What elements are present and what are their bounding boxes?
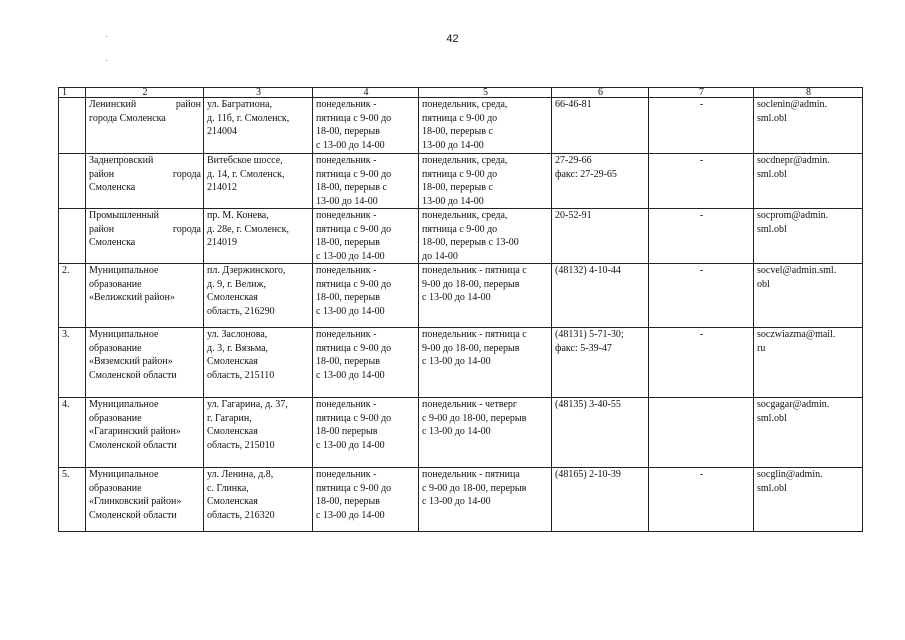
cell-line: 18-00 перерыв — [316, 426, 378, 437]
phone-number — [552, 98, 649, 154]
cell-line: 9-00 до 18-00, перерыв — [422, 342, 520, 354]
cell-line: ru — [757, 342, 766, 354]
district-name — [86, 398, 204, 468]
cell-line: г. Гагарин, — [207, 412, 252, 424]
row-number — [59, 209, 86, 264]
cell-line: Смоленская — [207, 356, 258, 367]
reception-hours — [313, 154, 419, 209]
cell-line: (48131) 5-71-30; — [555, 329, 624, 340]
cell-line: obl — [757, 278, 770, 290]
cell-line: 18-00, перерыв — [316, 356, 380, 367]
column-number: 2 — [86, 88, 204, 98]
cell-line: пятница с 9-00 до — [316, 412, 392, 424]
column-7-value — [649, 398, 754, 468]
justified-line — [89, 98, 201, 112]
row-number: 2. — [59, 264, 86, 328]
scan-speck — [106, 36, 107, 37]
district-name — [86, 264, 204, 328]
row-number — [59, 154, 86, 209]
cell-line: факс: 5-39-47 — [555, 342, 612, 354]
column-number: 6 — [552, 88, 649, 98]
cell-line: sml.obl — [757, 112, 787, 124]
cell-line: 214012 — [207, 182, 237, 193]
column-7-value: - — [649, 98, 754, 154]
address — [204, 328, 313, 398]
cell-line: с 13-00 до 14-00 — [316, 509, 385, 521]
cell-line: с 13-00 до 14-00 — [316, 305, 385, 317]
column-number: 3 — [204, 88, 313, 98]
address — [204, 264, 313, 328]
word: города — [172, 168, 201, 180]
cell-line: пятница с 9-00 до — [316, 342, 392, 354]
cell-line: Смоленская — [207, 496, 258, 507]
address — [204, 209, 313, 264]
cell-line: пятница с 9-00 до — [316, 482, 392, 494]
cell-line: 20-52-91 — [555, 210, 592, 221]
cell-line: 18-00, перерыв с 13-00 — [422, 237, 519, 248]
phone-number — [552, 209, 649, 264]
cell-line: образование — [89, 412, 142, 424]
scan-speck — [106, 60, 107, 61]
cell-line: факс: 27-29-65 — [555, 168, 617, 180]
cell-line: понедельник - пятница с — [422, 329, 527, 340]
cell-line: понедельник - — [316, 155, 377, 166]
row-number — [59, 98, 86, 154]
address — [204, 98, 313, 154]
cell-line: (48165) 2-10-39 — [555, 469, 621, 480]
reception-hours — [313, 468, 419, 532]
cell-line: «Вяземский район» — [89, 356, 173, 367]
cell-line: пятница с 9-00 до — [316, 278, 392, 290]
row-number: 5. — [59, 468, 86, 532]
cell-line: с 13-00 до 14-00 — [422, 426, 491, 437]
cell-line: понедельник - пятница — [422, 469, 520, 480]
word: район — [175, 99, 201, 110]
cell-line: образование — [89, 278, 142, 290]
cell-line: понедельник, среда, — [422, 99, 508, 110]
cell-line: Смоленской области — [89, 509, 177, 521]
cell-line: ул. Заслонова, — [207, 329, 268, 340]
table-row — [59, 398, 863, 468]
column-number: 7 — [649, 88, 754, 98]
working-hours — [419, 98, 552, 154]
cell-line: Смоленская — [207, 292, 258, 303]
cell-line: понедельник - — [316, 210, 377, 221]
cell-line: д. 28е, г. Смоленск, — [207, 223, 289, 235]
cell-line: ул. Ленина, д.8, — [207, 469, 274, 480]
cell-line: д. 11б, г. Смоленск, — [207, 112, 290, 124]
cell-line: 18-00, перерыв — [316, 237, 380, 248]
cell-line: Смоленская — [207, 426, 258, 437]
cell-line: понедельник - четверг — [422, 399, 518, 410]
phone-number — [552, 328, 649, 398]
phone-number — [552, 154, 649, 209]
cell-line: д. 9, г. Велиж, — [207, 278, 266, 290]
address — [204, 398, 313, 468]
working-hours — [419, 154, 552, 209]
cell-line: 66-46-81 — [555, 99, 592, 110]
email-address — [754, 154, 863, 209]
page-number: 42 — [446, 33, 459, 45]
district-name — [86, 328, 204, 398]
cell-line: Витебское шоссе, — [207, 155, 283, 166]
cell-line: образование — [89, 342, 142, 354]
column-number: 8 — [754, 88, 863, 98]
cell-line: понедельник, среда, — [422, 210, 508, 221]
cell-line: socdnepr@admin. — [757, 155, 830, 166]
cell-line: с 13-00 до 14-00 — [422, 496, 491, 507]
justified-line — [89, 168, 201, 182]
cell-line: образование — [89, 482, 142, 494]
cell-line: понедельник - — [316, 265, 377, 276]
cell-line: 18-00, перерыв с — [316, 182, 387, 193]
cell-line: Заднепровский — [89, 155, 154, 166]
cell-line: 18-00, перерыв с — [422, 182, 493, 193]
cell-line: 18-00, перерыв — [316, 126, 380, 137]
word: Ленинский — [89, 99, 137, 110]
table-row — [59, 264, 863, 328]
reception-hours — [313, 209, 419, 264]
cell-line: с. Глинка, — [207, 482, 249, 494]
cell-line: Смоленской области — [89, 369, 177, 381]
cell-line: область, 215010 — [207, 439, 275, 451]
column-7-value: - — [649, 328, 754, 398]
contacts-table — [58, 87, 863, 532]
cell-line: с 9-00 до 18-00, перерыв — [422, 412, 527, 424]
cell-line: sml.obl — [757, 168, 787, 180]
cell-line: Муниципальное — [89, 329, 159, 340]
cell-line: 27-29-66 — [555, 155, 592, 166]
cell-line: область, 216320 — [207, 509, 275, 521]
cell-line: sml.obl — [757, 223, 787, 235]
row-number: 3. — [59, 328, 86, 398]
cell-line: soczwiazma@mail. — [757, 329, 836, 340]
column-number: 5 — [419, 88, 552, 98]
cell-line: с 13-00 до 14-00 — [316, 250, 385, 262]
cell-line: sml.obl — [757, 412, 787, 424]
cell-line: с 13-00 до 14-00 — [422, 292, 491, 303]
table-row — [59, 154, 863, 209]
table-row — [59, 209, 863, 264]
cell-line: Муниципальное — [89, 399, 159, 410]
cell-line: ул. Гагарина, д. 37, — [207, 399, 288, 410]
word: города — [172, 223, 201, 235]
column-7-value: - — [649, 468, 754, 532]
district-name — [86, 209, 204, 264]
district-name — [86, 154, 204, 209]
cell-line: Смоленской области — [89, 439, 177, 451]
word: район — [89, 168, 115, 180]
working-hours — [419, 398, 552, 468]
row-number: 4. — [59, 398, 86, 468]
cell-line: область, 216290 — [207, 305, 275, 317]
cell-line: socvel@admin.sml. — [757, 265, 837, 276]
cell-line: понедельник - — [316, 99, 377, 110]
cell-line: 9-00 до 18-00, перерыв — [422, 278, 520, 290]
cell-line: socglin@admin. — [757, 469, 823, 480]
district-name — [86, 98, 204, 154]
cell-line: пятница с 9-00 до — [422, 223, 498, 235]
working-hours — [419, 264, 552, 328]
cell-line: пятница с 9-00 до — [422, 168, 498, 180]
cell-line: понедельник - пятница с — [422, 265, 527, 276]
cell-line: с 13-00 до 14-00 — [316, 439, 385, 451]
cell-line: д. 14, г. Смоленск, — [207, 168, 285, 180]
cell-line: socprom@admin. — [757, 210, 829, 221]
address — [204, 468, 313, 532]
working-hours — [419, 209, 552, 264]
cell-line: «Глинковский район» — [89, 496, 182, 507]
cell-line: 13-00 до 14-00 — [316, 195, 378, 207]
email-address — [754, 209, 863, 264]
cell-line: «Гагаринский район» — [89, 426, 181, 437]
cell-line: Промышленный — [89, 210, 159, 221]
cell-line: 18-00, перерыв — [316, 496, 380, 507]
cell-line: Смоленска — [89, 182, 136, 193]
table-row — [59, 468, 863, 532]
working-hours — [419, 468, 552, 532]
column-7-value: - — [649, 209, 754, 264]
address — [204, 154, 313, 209]
cell-line: д. 3, г. Вязьма, — [207, 342, 269, 354]
district-name — [86, 468, 204, 532]
cell-line: пятница с 9-00 до — [316, 112, 392, 124]
table-row — [59, 328, 863, 398]
cell-line: socgagar@admin. — [757, 399, 830, 410]
table-body — [59, 98, 863, 532]
cell-line: ул. Багратиона, — [207, 99, 273, 110]
phone-number — [552, 398, 649, 468]
cell-line: «Велижский район» — [89, 292, 175, 303]
column-number: 4 — [313, 88, 419, 98]
cell-line: пл. Дзержинского, — [207, 265, 286, 276]
cell-line: soclenin@admin. — [757, 99, 828, 110]
cell-line: понедельник - — [316, 469, 377, 480]
cell-line: 214019 — [207, 237, 237, 248]
column-number: 1 — [59, 88, 86, 98]
table-row — [59, 98, 863, 154]
word: район — [89, 223, 115, 235]
cell-line: пятница с 9-00 до — [316, 223, 392, 235]
cell-line: 18-00, перерыв с — [422, 126, 493, 137]
cell-line: пр. М. Конева, — [207, 210, 269, 221]
email-address — [754, 98, 863, 154]
reception-hours — [313, 328, 419, 398]
phone-number — [552, 264, 649, 328]
email-address — [754, 264, 863, 328]
cell-line: города Смоленска — [89, 112, 166, 124]
working-hours — [419, 328, 552, 398]
cell-line: понедельник - — [316, 329, 377, 340]
email-address — [754, 328, 863, 398]
cell-line: с 9-00 до 18-00, перерыв — [422, 482, 527, 494]
cell-line: пятница с 9-00 до — [422, 112, 498, 124]
cell-line: 13-00 до 14-00 — [422, 195, 484, 207]
cell-line: с 13-00 до 14-00 — [316, 369, 385, 381]
cell-line: Смоленска — [89, 237, 136, 248]
justified-line — [89, 223, 201, 237]
phone-number — [552, 468, 649, 532]
cell-line: область, 215110 — [207, 369, 275, 381]
cell-line: с 13-00 до 14-00 — [316, 139, 385, 151]
cell-line: с 13-00 до 14-00 — [422, 356, 491, 367]
email-address — [754, 398, 863, 468]
cell-line: Муниципальное — [89, 469, 159, 480]
cell-line: Муниципальное — [89, 265, 159, 276]
cell-line: 18-00, перерыв — [316, 292, 380, 303]
column-7-value: - — [649, 264, 754, 328]
cell-line: 13-00 до 14-00 — [422, 139, 484, 151]
reception-hours — [313, 98, 419, 154]
cell-line: (48135) 3-40-55 — [555, 399, 621, 410]
cell-line: 214004 — [207, 126, 237, 137]
cell-line: понедельник - — [316, 399, 377, 410]
email-address — [754, 468, 863, 532]
cell-line: до 14-00 — [422, 250, 458, 262]
reception-hours — [313, 398, 419, 468]
cell-line: пятница с 9-00 до — [316, 168, 392, 180]
cell-line: понедельник, среда, — [422, 155, 508, 166]
column-number-row — [59, 88, 863, 98]
cell-line: sml.obl — [757, 482, 787, 494]
cell-line: (48132) 4-10-44 — [555, 265, 621, 276]
column-7-value: - — [649, 154, 754, 209]
reception-hours — [313, 264, 419, 328]
